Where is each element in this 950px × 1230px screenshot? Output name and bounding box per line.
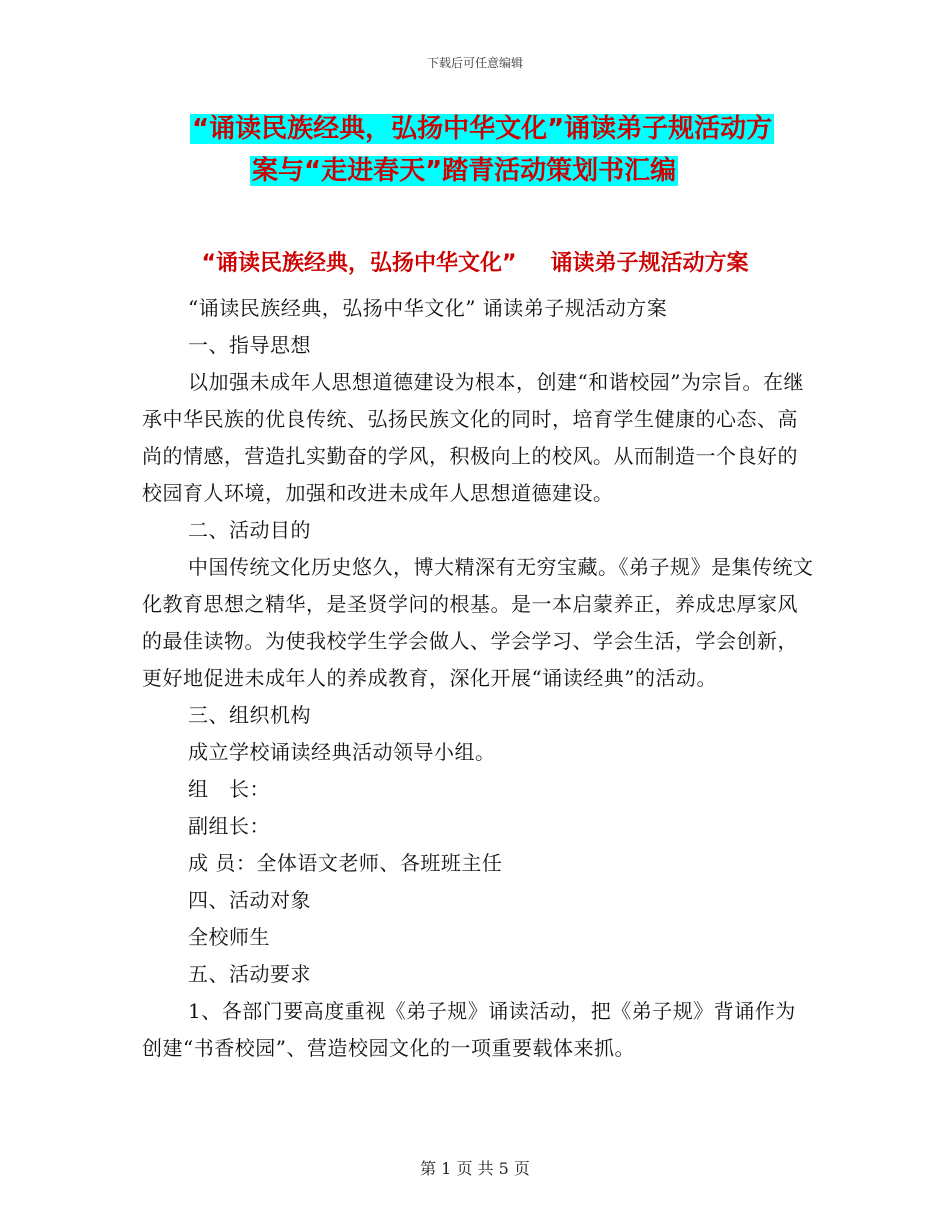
paragraph-requirement-1: 1、各部门要高度重视《弟子规》诵读活动，把《弟子规》背诵作为创建“书香校园”、营造校园文化的一项重要载体来抓。 [142, 999, 796, 1060]
document-title [190, 108, 810, 192]
document-body [142, 290, 814, 1067]
section-title-part-2: 诵读弟子规活动方案 [550, 251, 749, 276]
heading-activity-purpose: 二、活动目的 [188, 518, 311, 542]
paragraph-activity-purpose: 中国传统文化历史悠久，博大精深有无穷宝藏。《弟子规》是集传统文化教育思想之精华，是圣贤学问的根基。是一本启蒙养正，养成忠厚家风的最佳读物。为使我校学生学会做人、学会学习、学会生活，学会创新，更好地促进未成年人的养成教育，深化开展“诵读经典”的活动。 [142, 555, 814, 690]
heading-organization: 三、组织机构 [188, 703, 311, 727]
paragraph-guiding-ideology: 以加强未成年人思想道德建设为根本，创建“和谐校园”为宗旨。在继承中华民族的优良传统、弘扬民族文化的同时，培育学生健康的心态、高尚的情感，营造扎实勤奋的学风，积极向上的校风。从而制造一个良好的校园育人环境，加强和改进未成年人思想道德建设。 [142, 370, 804, 505]
paragraph-activity-target: 全校师生 [188, 925, 270, 949]
document-title-line-1: “诵读民族经典，弘扬中华文化”诵读弟子规活动方 [192, 114, 773, 144]
heading-guiding-ideology: 一、指导思想 [188, 333, 311, 357]
heading-activity-requirements: 五、活动要求 [188, 962, 311, 986]
document-title-line-2: 案与“走进春天”踏青活动策划书汇编 [252, 156, 677, 186]
section-title-part-1: “诵读民族经典，弘扬中华文化” [201, 251, 517, 276]
line-members: 成 员：全体语文老师、各班班主任 [188, 851, 503, 875]
line-group-leader: 组 长： [188, 777, 270, 801]
paragraph-subtitle: “诵读民族经典，弘扬中华文化” 诵读弟子规活动方案 [188, 296, 668, 320]
line-deputy-leader: 副组长： [188, 814, 270, 838]
heading-activity-target: 四、活动对象 [188, 888, 311, 912]
page-header: 下载后可任意编辑 [426, 56, 523, 70]
paragraph-organization: 成立学校诵读经典活动领导小组。 [188, 740, 496, 764]
section-title [0, 246, 950, 277]
page-footer: 第 1 页 共 5 页 [420, 1159, 530, 1178]
